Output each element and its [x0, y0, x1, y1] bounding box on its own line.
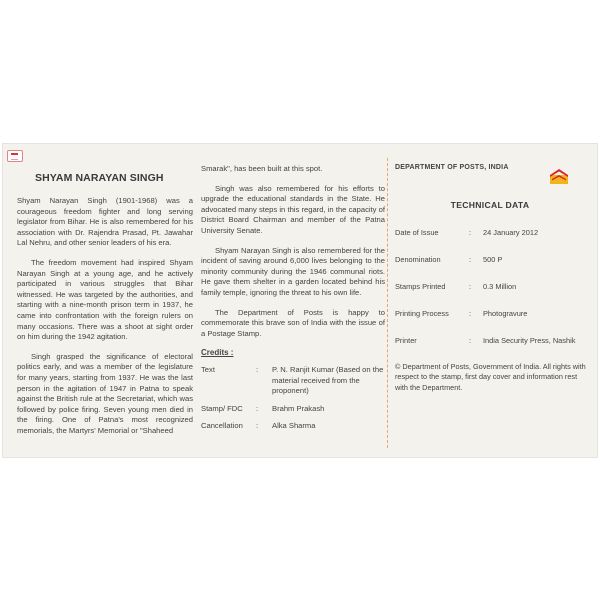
technical-data-table: [395, 228, 591, 363]
credit-row: [201, 404, 385, 415]
credit-value: Alka Sharma: [272, 421, 316, 431]
credit-colon: :: [256, 421, 259, 431]
credit-row: [201, 421, 385, 432]
technical-data-row: [395, 228, 591, 255]
row-value: India Security Press, Nashik: [483, 336, 576, 345]
page-title: SHYAM NARAYAN SINGH: [35, 172, 164, 184]
column-divider: [387, 158, 388, 448]
credit-colon: :: [256, 364, 259, 374]
india-post-logo-icon: [550, 168, 568, 184]
paragraph: Singh was also remembered for his efforts to upgrade the educational standards in the State. He advocated many steps in this regard, in the capacity of District Board Chairman and member of the Patna University Senate.: [201, 183, 385, 235]
row-label: Denomination: [395, 255, 441, 264]
technical-data-title: TECHNICAL DATA: [450, 200, 530, 210]
credits-heading: Credits :: [201, 348, 234, 358]
row-value: Photogravure: [483, 309, 528, 318]
paragraph: Smarak", has been built at this spot.: [201, 164, 323, 173]
credit-row: [201, 365, 385, 397]
technical-data-row: [395, 255, 591, 282]
department-name: DEPARTMENT OF POSTS, INDIA: [395, 164, 509, 171]
technical-data-row: [395, 309, 591, 336]
row-label: Date of Issue: [395, 228, 439, 237]
credit-label: Stamp/ FDC: [201, 403, 243, 413]
paragraph: Shyam Narayan Singh (1901-1968) was a courageous freedom fighter and long serving legislator from Bihar. He is also remembered for his association with Dr. Rajendra Prasad, Pt. Jawahar Lal Nehru, and other senior leaders of his era.: [17, 196, 193, 248]
paragraph: Shyam Narayan Singh is also remembered for the incident of saving around 6,000 lives belonging to the minority community during the 1946 communal riots. He gave them shelter in a garden located behind his family temple, ignoring the threat to his own life.: [201, 245, 385, 297]
biography-column-left: [17, 196, 193, 445]
paragraph: The freedom movement had inspired Shyam Narayan Singh at a young age, and he actively participated in various struggles that Bihar witnessed. He was targeted by the authorities, and starting with a nine-month prison term in 1937, he came into confrontation with the foreign rulers on many occasions. There was a shoot at sight order on him during the 1942 agitation.: [17, 257, 193, 342]
credit-label: Text: [201, 364, 215, 374]
row-label: Printing Process: [395, 309, 449, 318]
credit-value: Brahm Prakash: [272, 403, 325, 413]
technical-data-row: [395, 336, 591, 363]
copyright-notice: © Department of Posts, Government of India. All rights with respect to the stamp, first day cover and information rest with the Department.: [395, 362, 586, 392]
row-colon: :: [469, 228, 472, 237]
technical-data-row: [395, 282, 591, 309]
technical-data-panel: [395, 164, 591, 392]
paragraph: The Department of Posts is happy to commemorate this brave son of India with the issue of a Postage Stamp.: [201, 307, 385, 338]
india-post-small-logo-icon: [7, 150, 23, 162]
row-value: 0.3 Million: [483, 282, 517, 291]
row-value: 500 P: [483, 255, 503, 264]
credit-label: Cancellation: [201, 421, 243, 431]
row-label: Printer: [395, 336, 417, 345]
row-colon: :: [469, 336, 472, 345]
row-colon: :: [469, 255, 472, 264]
row-colon: :: [469, 282, 472, 291]
paragraph: Singh grasped the significance of electoral politics early, and was a member of the legislature for many years, starting from 1937. He was the last person in the agitation of 1947 in Patna to speak against the British rule at the Secretariat, which was followed by police firing. Seven young men died in the firing. One of Patna's most recognized memorials, the Martyrs' Memorial or "Shaheed: [17, 351, 193, 435]
credit-value: P. N. Ranjit Kumar (Based on the material received from the proponent): [272, 364, 384, 396]
row-label: Stamps Printed: [395, 282, 446, 291]
info-card: [2, 143, 598, 458]
row-value: 24 January 2012: [483, 228, 539, 237]
row-colon: :: [469, 309, 472, 318]
biography-column-right: [201, 164, 385, 439]
credit-colon: :: [256, 403, 259, 413]
